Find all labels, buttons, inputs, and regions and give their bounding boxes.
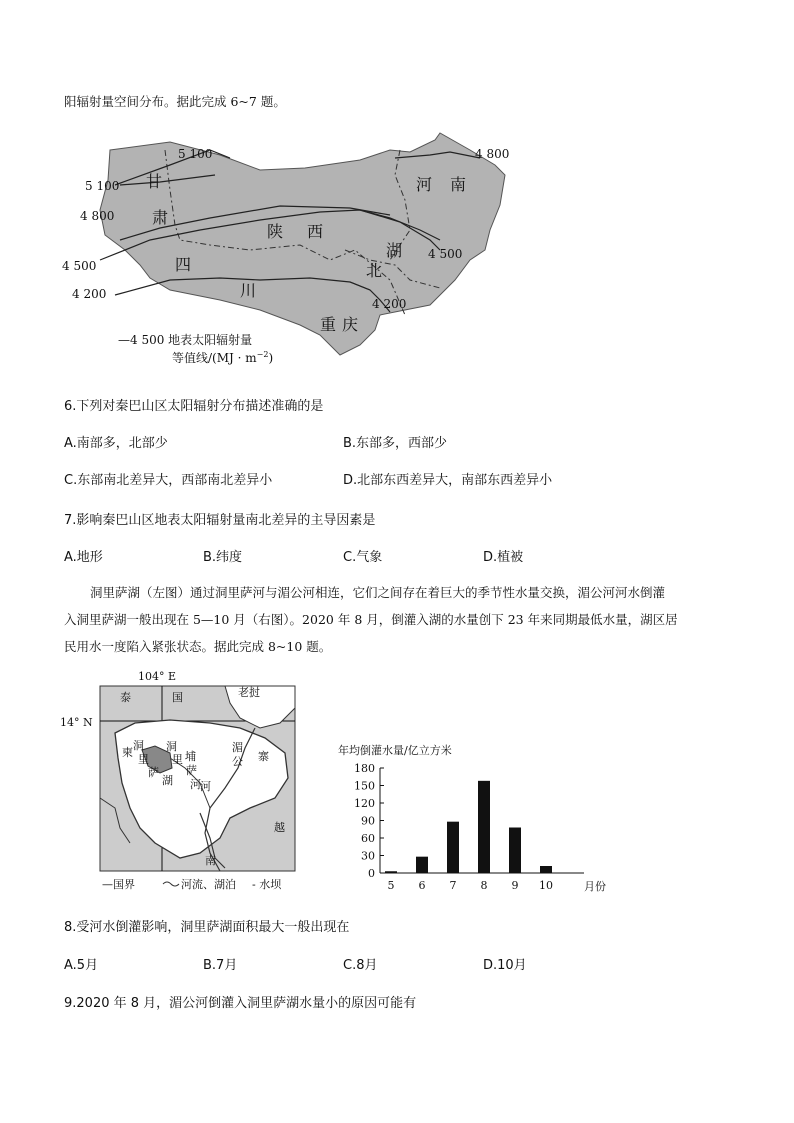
passage-line: 入洞里萨湖一般出现在 5—10 月（右图）。2020 年 8 月，倒灌入湖的水量创下 23 年来同期最低水量，湖区居 (64, 612, 678, 627)
q8-option-a: A.5月 (64, 958, 99, 973)
x-tick-label: 9 (511, 879, 519, 892)
q6-option-d: D.北部东西差异大，南部东西差异小 (343, 473, 553, 488)
y-tick-label: 150 (354, 779, 375, 793)
map-label: 老挝 (238, 686, 260, 699)
q7-option-b: B.纬度 (203, 550, 243, 565)
chart-title: 年均倒灌水量/亿立方米 (338, 744, 452, 757)
y-tick-label: 180 (354, 762, 375, 775)
q6-stem: 6.下列对秦巴山区太阳辐射分布描述准确的是 (64, 399, 324, 414)
province-label: 甘 (146, 172, 163, 191)
q9-stem: 9.2020 年 8 月，湄公河倒灌入洞里萨湖水量小的原因可能有 (64, 996, 417, 1011)
bar (416, 857, 428, 873)
x-tick-label: 10 (539, 879, 553, 892)
q7-option-c: C.气象 (343, 550, 383, 565)
province-label: 川 (240, 281, 257, 300)
province-label: 庆 (342, 315, 359, 334)
region-shape (100, 133, 505, 355)
province-label: 肃 (152, 208, 169, 227)
latitude-label: 14° N (60, 716, 93, 729)
solar-radiation-map (60, 130, 510, 370)
map-label: 萨 (186, 764, 197, 777)
map-label: 湖 (162, 774, 173, 787)
province-label: 四 (175, 255, 192, 274)
province-label: 西 (307, 222, 324, 241)
isoline-label: 4 800 (80, 209, 115, 223)
y-tick-label: 120 (354, 797, 375, 810)
tonle-sap-map (60, 668, 300, 898)
map-legend-border: —国界 (102, 878, 135, 891)
y-tick-label: 30 (361, 849, 375, 863)
map-label: 公 (232, 755, 243, 768)
bar (385, 871, 397, 873)
q6-option-c: C.东部南北差异大，西部南北差异小 (64, 473, 273, 488)
isoline-label: 5 100 (178, 147, 213, 161)
q8-option-c: C.8月 (343, 958, 378, 973)
intro-line: 阳辐射量空间分布。据此完成 6~7 题。 (64, 94, 286, 109)
map-label: 国 (172, 691, 183, 704)
backflow-bar-chart (328, 740, 628, 900)
province-label: 重 (320, 315, 337, 334)
isoline-label: 4 800 (475, 147, 510, 161)
passage (64, 579, 744, 660)
map-label: 寨 (258, 750, 269, 763)
map-label: 里 (138, 753, 149, 766)
map-label: 河 (190, 778, 201, 791)
y-tick-label: 90 (361, 814, 375, 828)
q8-option-d: D.10月 (483, 958, 527, 973)
map-legend-line2: 等值线$/(MJ \cdot m^{-2})$ (172, 350, 274, 365)
x-tick-label: 8 (480, 879, 488, 892)
map-label: 越 (274, 821, 285, 834)
passage-line: 民用水一度陷入紧张状态。据此完成 8~10 题。 (64, 639, 332, 654)
bar (540, 866, 552, 873)
map-label: 洞 (166, 740, 177, 753)
x-tick-label: 7 (449, 879, 457, 892)
province-label: 湖 (386, 241, 403, 260)
map-legend-line1: —4 500 地表太阳辐射量 (118, 333, 253, 347)
province-label: 河 (416, 175, 433, 194)
passage-line: 洞里萨湖（左图）通过洞里萨河与湄公河相连，它们之间存在着巨大的季节性水量交换，湄公河河水倒灌 (90, 585, 666, 600)
isoline-label: 4 200 (372, 297, 407, 311)
y-tick-label: 60 (361, 832, 375, 845)
river-legend-icon (163, 882, 179, 886)
map-legend-dam: - 水坝 (252, 878, 282, 891)
map-label: 泰 (120, 691, 131, 704)
map-label: 萨 (148, 766, 159, 779)
province-label: 南 (450, 175, 467, 194)
x-axis-label: 月份 (584, 880, 606, 893)
isoline-label: 5 100 (85, 179, 120, 193)
map-label: 河 (200, 780, 211, 793)
isoline-label: 4 200 (72, 287, 107, 301)
map-legend-river: 河流、湖泊 (181, 878, 236, 891)
province-label: 陕 (267, 222, 284, 241)
bar (509, 828, 521, 874)
q6-option-a: A.南部多，北部少 (64, 436, 168, 451)
province-label: 北 (366, 261, 383, 280)
q6-option-b: B.东部多，西部少 (343, 436, 448, 451)
map-label: 埔 (185, 750, 196, 763)
x-tick-label: 6 (418, 879, 426, 892)
x-tick-label: 5 (387, 879, 395, 892)
bar (478, 781, 490, 873)
q7-stem: 7.影响秦巴山区地表太阳辐射量南北差异的主导因素是 (64, 513, 376, 528)
q7-option-a: A.地形 (64, 550, 103, 565)
isoline-label: 4 500 (428, 247, 463, 261)
map-label: 里 (172, 753, 183, 766)
q8-option-b: B.7月 (203, 958, 238, 973)
map-label: 洞 (133, 739, 144, 752)
q8-stem: 8.受河水倒灌影响，洞里萨湖面积最大一般出现在 (64, 920, 350, 935)
bar (447, 822, 459, 873)
isoline-label: 4 500 (62, 259, 97, 273)
q7-option-d: D.植被 (483, 550, 524, 565)
map-label: 湄 (232, 741, 243, 754)
map-label: 南 (205, 854, 216, 867)
longitude-label: 104° E (138, 670, 177, 683)
map-label: 柬 (122, 746, 133, 759)
y-tick-label: 0 (368, 867, 375, 880)
